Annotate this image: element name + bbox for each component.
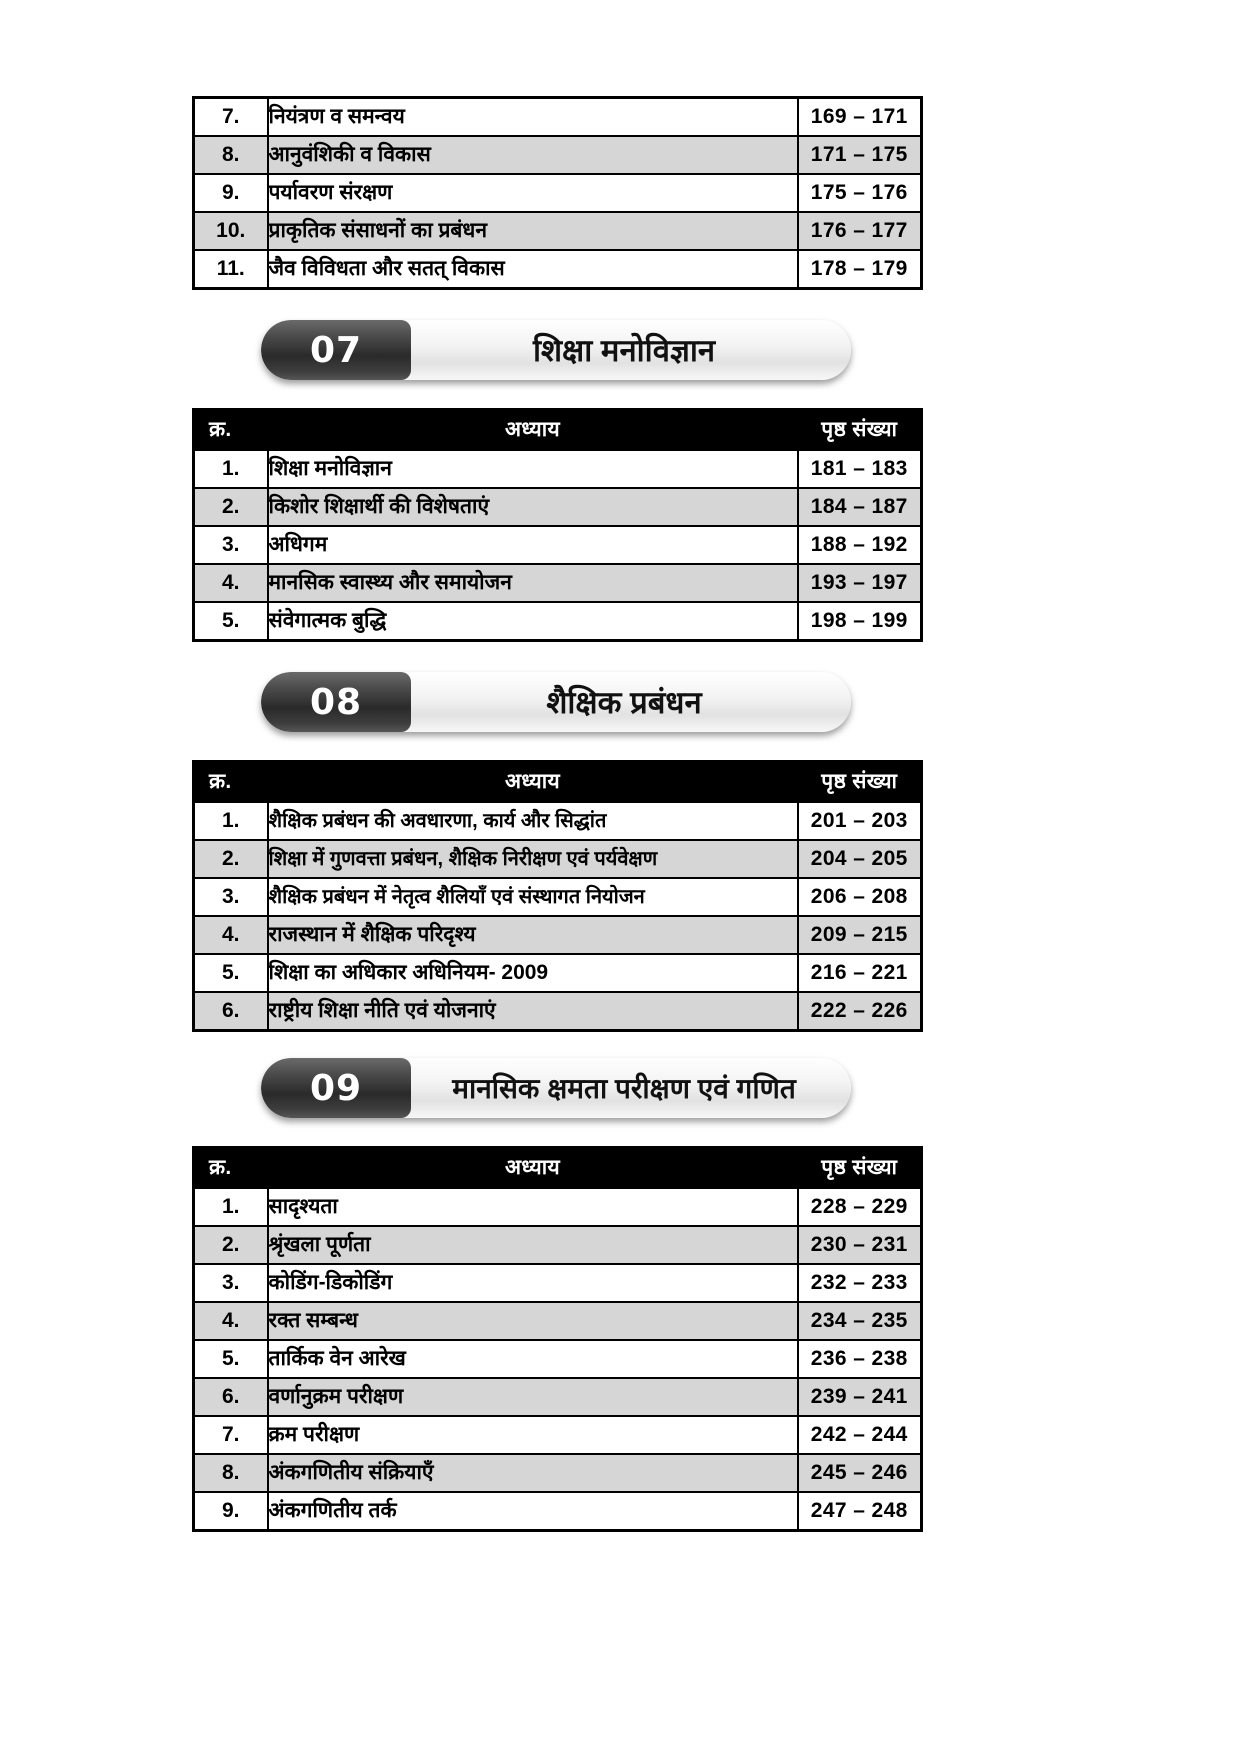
row-chapter: नियंत्रण व समन्वय xyxy=(268,98,798,137)
row-chapter: पर्यावरण संरक्षण xyxy=(268,174,798,212)
table-row xyxy=(194,250,922,289)
spacer xyxy=(192,380,920,408)
row-chapter: किशोर शिक्षार्थी की विशेषताएं xyxy=(268,488,798,526)
section-banner-07-wrapper xyxy=(192,320,920,380)
table-row xyxy=(194,840,922,878)
table-row xyxy=(194,992,922,1031)
row-pages: 175 – 176 xyxy=(798,174,922,212)
row-chapter: क्रम परीक्षण xyxy=(268,1416,798,1454)
section-banner-07 xyxy=(261,320,851,380)
table-row xyxy=(194,916,922,954)
row-chapter: अंकगणितीय तर्क xyxy=(268,1492,798,1531)
row-chapter: शैक्षिक प्रबंधन की अवधारणा, कार्य और सिद्धांत xyxy=(268,802,798,840)
row-pages: 222 – 226 xyxy=(798,992,922,1031)
row-chapter: सादृश्यता xyxy=(268,1188,798,1226)
row-pages: 245 – 246 xyxy=(798,1454,922,1492)
row-pages: 181 – 183 xyxy=(798,450,922,488)
row-pages: 209 – 215 xyxy=(798,916,922,954)
table-header xyxy=(194,1148,922,1189)
table-header xyxy=(194,410,922,451)
column-header-pages: पृष्ठ संख्या xyxy=(798,410,922,451)
row-number: 1. xyxy=(194,1188,268,1226)
section-07-table xyxy=(192,408,923,642)
row-pages: 236 – 238 xyxy=(798,1340,922,1378)
row-pages: 188 – 192 xyxy=(798,526,922,564)
table-row xyxy=(194,98,922,137)
row-pages: 242 – 244 xyxy=(798,1416,922,1454)
row-pages: 198 – 199 xyxy=(798,602,922,641)
section-08-body xyxy=(194,802,922,1031)
row-number: 4. xyxy=(194,1302,268,1340)
row-number: 7. xyxy=(194,98,268,137)
column-header-no: क्र. xyxy=(194,1148,268,1189)
column-header-chapter: अध्याय xyxy=(268,1148,798,1189)
row-chapter: शिक्षा में गुणवत्ता प्रबंधन, शैक्षिक निरीक्षण एवं पर्यवेक्षण xyxy=(268,840,798,878)
table-row xyxy=(194,1226,922,1264)
header-row xyxy=(194,762,922,803)
column-header-no: क्र. xyxy=(194,410,268,451)
row-pages: 206 – 208 xyxy=(798,878,922,916)
row-chapter: मानसिक स्वास्थ्य और समायोजन xyxy=(268,564,798,602)
row-chapter: शिक्षा मनोविज्ञान xyxy=(268,450,798,488)
column-header-pages: पृष्ठ संख्या xyxy=(798,762,922,803)
row-chapter: आनुवंशिकी व विकास xyxy=(268,136,798,174)
row-chapter: श्रृंखला पूर्णता xyxy=(268,1226,798,1264)
spacer xyxy=(192,1032,920,1058)
section-banner-09-wrapper xyxy=(192,1058,920,1118)
row-number: 7. xyxy=(194,1416,268,1454)
row-number: 3. xyxy=(194,878,268,916)
table-row xyxy=(194,1302,922,1340)
table-row xyxy=(194,1378,922,1416)
row-chapter: शैक्षिक प्रबंधन में नेतृत्व शैलियाँ एवं संस्थागत नियोजन xyxy=(268,878,798,916)
spacer xyxy=(192,732,920,760)
row-number: 5. xyxy=(194,1340,268,1378)
section-number-badge: 07 xyxy=(261,320,411,380)
row-chapter: तार्किक वेन आरेख xyxy=(268,1340,798,1378)
table-row xyxy=(194,564,922,602)
row-number: 6. xyxy=(194,1378,268,1416)
section-07-body xyxy=(194,450,922,641)
row-pages: 169 – 171 xyxy=(798,98,922,137)
row-pages: 184 – 187 xyxy=(798,488,922,526)
row-chapter: संवेगात्मक बुद्धि xyxy=(268,602,798,641)
table-header xyxy=(194,762,922,803)
table-row xyxy=(194,136,922,174)
table-row xyxy=(194,1492,922,1531)
row-number: 3. xyxy=(194,526,268,564)
row-chapter: शिक्षा का अधिकार अधिनियम- 2009 xyxy=(268,954,798,992)
row-pages: 228 – 229 xyxy=(798,1188,922,1226)
section-08-table xyxy=(192,760,923,1032)
table-row xyxy=(194,450,922,488)
row-number: 1. xyxy=(194,450,268,488)
section-banner-08 xyxy=(261,672,851,732)
row-pages: 232 – 233 xyxy=(798,1264,922,1302)
table-row xyxy=(194,526,922,564)
section-09-body xyxy=(194,1188,922,1531)
row-chapter: वर्णानुक्रम परीक्षण xyxy=(268,1378,798,1416)
table-row xyxy=(194,1340,922,1378)
row-chapter: कोडिंग-डिकोडिंग xyxy=(268,1264,798,1302)
row-chapter: राजस्थान में शैक्षिक परिदृश्य xyxy=(268,916,798,954)
continued-table-body xyxy=(194,98,922,289)
section-number-badge: 09 xyxy=(261,1058,411,1118)
table-row xyxy=(194,954,922,992)
column-header-pages: पृष्ठ संख्या xyxy=(798,1148,922,1189)
row-chapter: रक्त सम्बन्ध xyxy=(268,1302,798,1340)
row-number: 9. xyxy=(194,174,268,212)
table-row xyxy=(194,1188,922,1226)
row-number: 5. xyxy=(194,954,268,992)
row-number: 2. xyxy=(194,488,268,526)
table-row xyxy=(194,174,922,212)
header-row xyxy=(194,410,922,451)
row-pages: 178 – 179 xyxy=(798,250,922,289)
column-header-chapter: अध्याय xyxy=(268,762,798,803)
row-number: 4. xyxy=(194,564,268,602)
toc-content xyxy=(192,96,920,1532)
column-header-no: क्र. xyxy=(194,762,268,803)
row-chapter: राष्ट्रीय शिक्षा नीति एवं योजनाएं xyxy=(268,992,798,1031)
row-pages: 201 – 203 xyxy=(798,802,922,840)
table-row xyxy=(194,878,922,916)
row-number: 5. xyxy=(194,602,268,641)
spacer xyxy=(192,1118,920,1146)
table-row xyxy=(194,602,922,641)
row-pages: 176 – 177 xyxy=(798,212,922,250)
row-number: 8. xyxy=(194,136,268,174)
row-pages: 204 – 205 xyxy=(798,840,922,878)
table-row xyxy=(194,488,922,526)
row-number: 10. xyxy=(194,212,268,250)
spacer xyxy=(192,290,920,320)
section-banner-08-wrapper xyxy=(192,672,920,732)
table-row xyxy=(194,1264,922,1302)
row-chapter: अधिगम xyxy=(268,526,798,564)
row-pages: 193 – 197 xyxy=(798,564,922,602)
table-row xyxy=(194,1454,922,1492)
row-chapter: जैव विविधता और सतत् विकास xyxy=(268,250,798,289)
row-pages: 239 – 241 xyxy=(798,1378,922,1416)
table-row xyxy=(194,1416,922,1454)
row-number: 2. xyxy=(194,840,268,878)
row-number: 6. xyxy=(194,992,268,1031)
spacer xyxy=(192,642,920,672)
header-row xyxy=(194,1148,922,1189)
continued-toc-table xyxy=(192,96,923,290)
row-chapter: प्राकृतिक संसाधनों का प्रबंधन xyxy=(268,212,798,250)
column-header-chapter: अध्याय xyxy=(268,410,798,451)
section-title: मानसिक क्षमता परीक्षण एवं गणित xyxy=(452,1073,796,1104)
row-pages: 216 – 221 xyxy=(798,954,922,992)
row-number: 8. xyxy=(194,1454,268,1492)
row-number: 1. xyxy=(194,802,268,840)
section-number-badge: 08 xyxy=(261,672,411,732)
section-title: शिक्षा मनोविज्ञान xyxy=(532,333,716,368)
row-number: 2. xyxy=(194,1226,268,1264)
row-number: 3. xyxy=(194,1264,268,1302)
row-number: 9. xyxy=(194,1492,268,1531)
row-number: 11. xyxy=(194,250,268,289)
section-title: शैक्षिक प्रबंधन xyxy=(546,685,702,720)
row-pages: 230 – 231 xyxy=(798,1226,922,1264)
row-pages: 171 – 175 xyxy=(798,136,922,174)
row-number: 4. xyxy=(194,916,268,954)
table-row xyxy=(194,802,922,840)
row-pages: 234 – 235 xyxy=(798,1302,922,1340)
row-chapter: अंकगणितीय संक्रियाएँ xyxy=(268,1454,798,1492)
row-pages: 247 – 248 xyxy=(798,1492,922,1531)
table-row xyxy=(194,212,922,250)
section-banner-09 xyxy=(261,1058,851,1118)
section-09-table xyxy=(192,1146,923,1532)
